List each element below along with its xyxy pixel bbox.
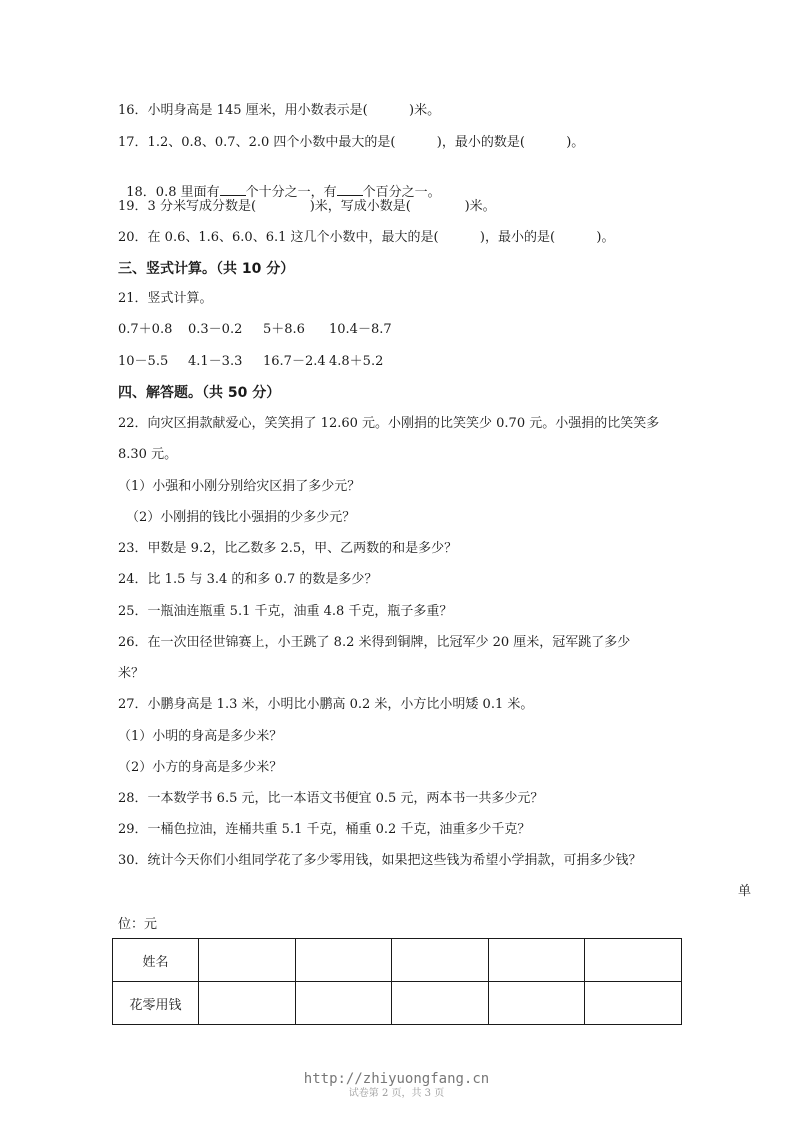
section-4-title: 四、解答题。（共 50 分）	[118, 385, 281, 401]
question-26-line-1: 26．在一次田径世锦赛上，小王跳了 8.2 米得到铜牌，比冠军少 20 厘米，冠军跳了多少	[118, 635, 631, 650]
calc-item: 10.4－8.7	[329, 322, 392, 337]
pocket-money-table	[112, 938, 682, 1025]
question-21: 21．竖式计算。	[118, 291, 213, 306]
table-header-money: 花零用钱	[113, 982, 199, 1025]
unit-label-part-1: 单	[738, 884, 752, 899]
question-16: 16．小明身高是 145 厘米，用小数表示是( )米。	[118, 103, 441, 118]
table-cell	[392, 939, 489, 982]
table-row	[113, 982, 682, 1025]
question-19: 19．3 分米写成分数是( )米，写成小数是( )米。	[118, 199, 496, 214]
question-27: 27．小鹏身高是 1.3 米，小明比小鹏高 0.2 米，小方比小明矮 0.1 米。	[118, 697, 534, 712]
table-cell	[199, 982, 296, 1025]
question-22-line-1: 22．向灾区捐款献爱心，笑笑捐了 12.60 元。小刚捐的比笑笑少 0.70 元。小强捐的比笑笑多	[118, 416, 660, 431]
table-cell	[488, 939, 585, 982]
section-3-title: 三、竖式计算。（共 10 分）	[118, 261, 295, 277]
table-cell	[585, 939, 682, 982]
question-26-line-2: 米？	[118, 666, 145, 681]
question-30: 30．统计今天你们小组同学花了多少零用钱，如果把这些钱为希望小学捐款，可捐多少钱？	[118, 853, 642, 868]
calc-item: 4.8＋5.2	[329, 354, 384, 369]
table-cell	[295, 982, 392, 1025]
calc-item: 5＋8.6	[263, 322, 305, 337]
table-header-name: 姓名	[113, 939, 199, 982]
answer-blank	[220, 183, 246, 196]
question-29: 29．一桶色拉油，连桶共重 5.1 千克，桶重 0.2 千克，油重多少千克？	[118, 822, 531, 837]
question-27-sub-1: （1）小明的身高是多少米？	[118, 729, 283, 744]
table-cell	[488, 982, 585, 1025]
page-number: 试卷第 2 页，共 3 页	[348, 1088, 445, 1099]
calc-item: 16.7－2.4	[263, 354, 326, 369]
calc-item: 10－5.5	[118, 354, 169, 369]
question-20: 20．在 0.6、1.6、6.0、6.1 这几个小数中，最大的是( )，最小的是( )。	[118, 230, 615, 245]
watermark-url: http://zhiyuongfang.cn	[303, 1071, 490, 1087]
question-28: 28．一本数学书 6.5 元，比一本语文书便宜 0.5 元，两本书一共多少元？	[118, 791, 544, 806]
question-22-line-2: 8.30 元。	[118, 447, 178, 462]
question-25: 25．一瓶油连瓶重 5.1 千克，油重 4.8 千克，瓶子多重？	[118, 604, 453, 619]
table-cell	[585, 982, 682, 1025]
question-18-part-c: 个百分之一。	[362, 185, 441, 200]
answer-blank	[337, 183, 363, 196]
question-27-sub-2: （2）小方的身高是多少米？	[118, 760, 283, 775]
unit-label-part-2: 位：元	[118, 917, 158, 932]
table-row	[113, 939, 682, 982]
calc-item: 0.3－0.2	[188, 322, 243, 337]
question-18-part-a: 18．0.8 里面有	[126, 185, 220, 200]
question-23: 23．甲数是 9.2，比乙数多 2.5，甲、乙两数的和是多少？	[118, 541, 458, 556]
calc-item: 4.1－3.3	[188, 354, 243, 369]
question-24: 24．比 1.5 与 3.4 的和多 0.7 的数是多少？	[118, 572, 378, 587]
table-cell	[392, 982, 489, 1025]
table-cell	[295, 939, 392, 982]
question-22-sub-2: （2）小刚捐的钱比小强捐的少多少元？	[126, 510, 356, 525]
calc-item: 0.7＋0.8	[118, 322, 173, 337]
table-cell	[199, 939, 296, 982]
question-17: 17．1.2、0.8、0.7、2.0 四个小数中最大的是( )，最小的数是( )。	[118, 135, 585, 150]
question-18	[118, 167, 441, 201]
question-18-part-b: 个十分之一，有	[245, 185, 337, 200]
question-22-sub-1: （1）小强和小刚分别给灾区捐了多少元？	[118, 479, 361, 494]
